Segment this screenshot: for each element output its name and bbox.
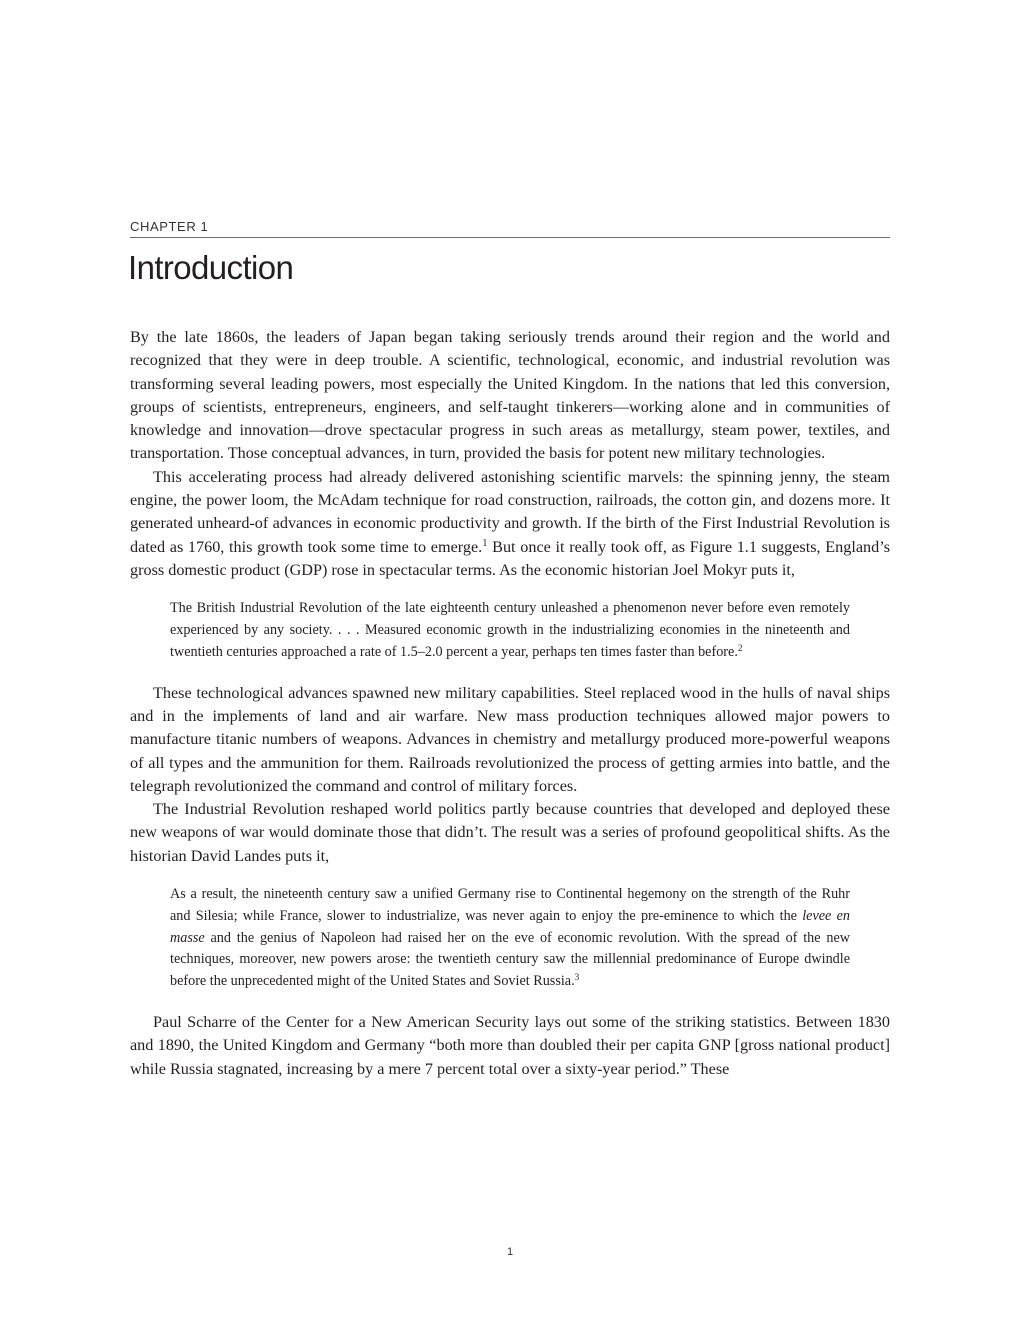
footnote-ref-2[interactable]: 2: [737, 642, 743, 653]
chapter-label: CHAPTER 1: [130, 219, 209, 234]
paragraph-1: By the late 1860s, the leaders of Japan began taking seriously trends around their region and the world and recognized that they were in deep trouble. A scientific, technological, economic, and industrial revolution was transforming several leading powers, most especially the United Kingdom. In the nations that led this conversion, groups of scientists, entrepreneurs, engineers, and self-taught tinkerers—working alone and in communities of knowledge and innovation—drove spectacular progress in such areas as metallurgy, steam power, textiles, and transportation. Those conceptual advances, in turn, provided the basis for potent new military technologies.: [130, 328, 890, 463]
quote-2-text: [170, 884, 850, 993]
quote-2-body-a: As a result, the nineteenth century saw a unified Germany rise to Continental hegemony on the strength of the Ruhr and Silesia; while France, slower to industrialize, was never again to enjoy the pre-eminence to which the: [170, 886, 850, 924]
footnote-ref-3[interactable]: 3: [574, 972, 580, 983]
paragraph-4: The Industrial Revolution reshaped world politics partly because countries that developed and deployed these new weapons of war would dominate those that didn’t. The result was a series of profound geopolitical shifts. As the historian David Landes puts it,: [130, 800, 890, 865]
quote-2-body-b: and the genius of Napoleon had raised her on the eve of economic revolution. With the spread of the new techniques, moreover, new powers arose: the twentieth century saw the millennial predominance of Europe dwindle before the unprecedented might of the United States and Soviet Russia.: [170, 929, 850, 990]
footnote-ref-1[interactable]: 1: [482, 537, 488, 549]
paragraph-2-text-a: This accelerating process had already delivered astonishing scientific marvels: the spinning jenny, the steam engine, the power loom, the McAdam technique for road construction, railroads, the cotton gin, and dozens more. It generated unheard-of advances in economic productivity and growth. If the birth of the First Industrial Revolution is dated as 1760, this growth took some time to emerge.: [130, 467, 890, 556]
quote-1-text: [170, 598, 850, 663]
paragraph-3: These technological advances spawned new military capabilities. Steel replaced wood in the hulls of naval ships and in the implements of land and air warfare. New mass production techniques allowed major powers to manufacture titanic numbers of weapons. Advances in chemistry and metallurgy produced more-powerful weapons of all types and the ammunition for them. Railroads revolutionized the process of getting armies into battle, and the telegraph revolutionized the command and control of military forces.: [130, 683, 890, 795]
block-quote-mokyr: [170, 598, 850, 663]
paragraph-2-text-b: But once it really took off, as Figure 1.1 suggests, England’s gross domestic product (GDP) rose in spectacular terms. As the economic historian Joel Mokyr puts it,: [130, 537, 890, 579]
quote-1-body: The British Industrial Revolution of the late eighteenth century unleashed a phenomenon never before even remotely experienced by any society. . . . Measured economic growth in the industrializing economies in the nineteenth and twentieth centuries approached a rate of 1.5–2.0 percent a year, perhaps ten times faster than before.: [170, 600, 850, 660]
chapter-body: [130, 326, 890, 1081]
paragraph-5: Paul Scharre of the Center for a New American Security lays out some of the striking statistics. Between 1830 and 1890, the United Kingdom and Germany “both more than doubled their per capita GNP [gross national product] while Russia stagnated, increasing by a mere 7 percent total over a sixty-year period.” These: [130, 1013, 890, 1078]
block-quote-landes: [170, 884, 850, 993]
quote-2-italic: levee en masse: [170, 907, 850, 946]
paragraph-2: [130, 466, 890, 582]
chapter-divider: [130, 237, 890, 238]
page-number: 1: [506, 1246, 514, 1258]
chapter-title: Introduction: [128, 249, 294, 286]
